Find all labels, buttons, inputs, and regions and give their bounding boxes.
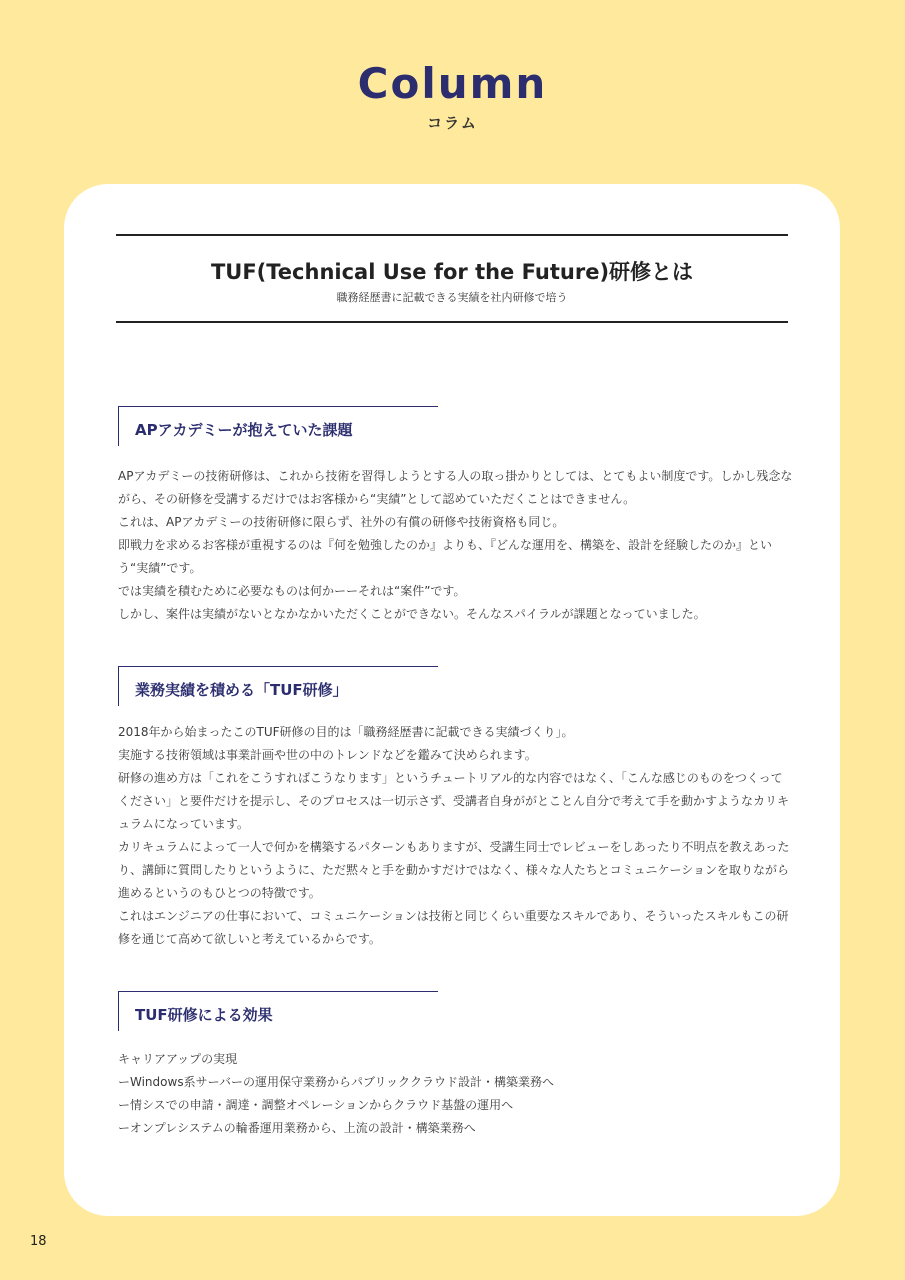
list-item: キャリアアップの実現 — [118, 1052, 238, 1066]
paragraph: 2018年から始まったこのTUF研修の目的は「職務経歴書に記載できる実績づくり」。 — [118, 725, 574, 739]
title-top-rule — [116, 234, 788, 236]
paragraph: これはエンジニアの仕事において、コミュニケーションは技術と同じくらい重要なスキルであり、そういったスキルもこの研修を通じて高めて欲しいと考えているからです。 — [118, 909, 789, 946]
list-item: ーWindows系サーバーの運用保守業務からパブリッククラウド設計・構築業務へ — [118, 1075, 555, 1089]
paragraph: では実績を積むために必要なものは何かーーそれは“案件”です。 — [118, 584, 466, 598]
paragraph: これは、APアカデミーの技術研修に限らず、社外の有償の研修や技術資格も同じ。 — [118, 515, 565, 529]
article-title: TUF(Technical Use for the Future)研修とは — [210, 260, 694, 284]
section-heading-text: APアカデミーが抱えていた課題 — [135, 421, 353, 439]
list-item: ー情シスでの申請・調達・調整オペレーションからクラウド基盤の運用へ — [118, 1098, 514, 1112]
paragraph: しかし、案件は実績がないとなかなかいただくことができない。そんなスパイラルが課題となっていました。 — [118, 607, 706, 621]
title-bottom-rule — [116, 321, 788, 323]
paragraph: カリキュラムによって一人で何かを構築するパターンもありますが、受講生同士でレビューをしあったり不明点を教えあったり、講師に質問したりというように、ただ黙々と手を動かすだけではなく、様々な人たちとコミュニケーションを取りながら進めるというのもひとつの特徴です。 — [118, 840, 790, 900]
paragraph: 実施する技術領域は事業計画や世の中のトレンドなどを鑑みて決められます。 — [118, 748, 537, 762]
paragraph: 研修の進め方は「これをこうすればこうなります」というチュートリアル的な内容ではなく、「こんな感じのものをつくってください」と要件だけを提示し、そのプロセスは一切示さず、受講者自身ががとことん自分で考えて手を動かすようなカリキュラムになっています。 — [118, 771, 790, 831]
section-body-effects — [118, 1048, 794, 1140]
column-title: Column — [357, 59, 548, 108]
section-body-tuf — [118, 721, 794, 951]
section-heading-text: 業務実績を積める「TUF研修」 — [135, 681, 348, 699]
paragraph: 即戦力を求めるお客様が重視するのは『何を勉強したのか』よりも、『どんな運用を、構築を、設計を経験したのか』という“実績”です。 — [118, 538, 773, 575]
section-heading-text: TUF研修による効果 — [135, 1006, 273, 1024]
section-heading-effects — [118, 991, 438, 1031]
content-card — [64, 184, 840, 1216]
page-number: 18 — [30, 1234, 47, 1249]
column-subtitle: コラム — [427, 114, 478, 132]
list-item: ーオンプレシステムの輪番運用業務から、上流の設計・構築業務へ — [118, 1121, 476, 1135]
section-heading-tuf — [118, 666, 438, 706]
section-heading-issues — [118, 406, 438, 446]
article-subtitle: 職務経歴書に記載できる実績を社内研修で培う — [336, 291, 568, 304]
paragraph: APアカデミーの技術研修は、これから技術を習得しようとする人の取っ掛かりとしては、とてもよい制度です。しかし残念ながら、その研修を受講するだけではお客様から“実績”として認めていただくことはできません。 — [118, 469, 793, 506]
section-body-issues — [118, 465, 794, 626]
